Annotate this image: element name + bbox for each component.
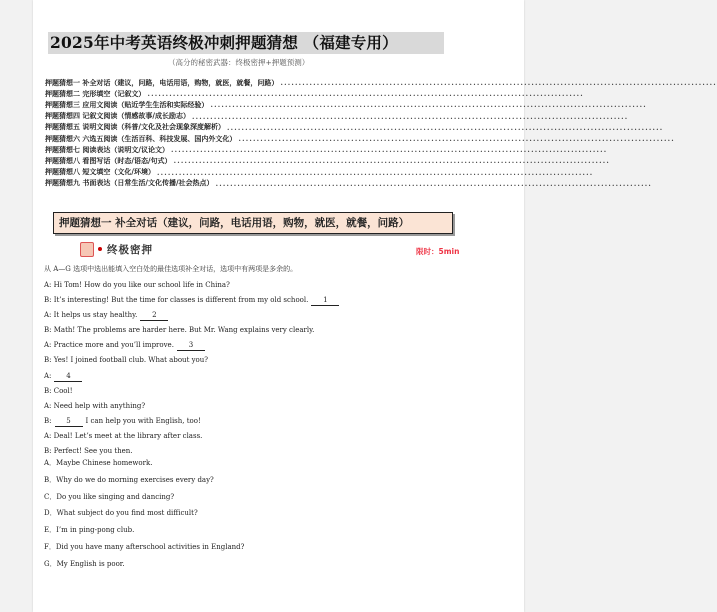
toc-leader-dots: ........................................................................................................................ xyxy=(157,167,594,177)
toc-entry-text: 押题猜想四 记叙文阅读（情感故事/成长励志） xyxy=(45,111,190,121)
toc-leader-dots: ........................................................................................................................ xyxy=(227,122,664,132)
dialogue-line xyxy=(44,416,454,431)
section-heading-box xyxy=(53,212,453,234)
toc-entry[interactable] xyxy=(45,144,608,155)
dialogue-text: B: Cool! xyxy=(44,386,73,395)
table-of-contents xyxy=(45,77,717,189)
toc-entry-text: 押题猜想七 阅读表达（说明文/议论文） xyxy=(45,144,169,154)
answer-blank[interactable]: 4 xyxy=(54,372,82,382)
toc-leader-dots: ........................................................................................................................ xyxy=(192,111,629,121)
dialogue-line xyxy=(44,401,454,416)
toc-leader-dots: ........................................................................................................................ xyxy=(215,178,653,188)
toc-leader-dots: ........................................................................................................................ xyxy=(210,100,647,110)
toc-entry-text: 押题猜想二 完形填空（记叙文） xyxy=(45,88,146,98)
toc-entry-text: 押题猜想六 六选五阅读（生活百科、科技发展、国内外文化） xyxy=(45,133,237,143)
answer-blank[interactable]: 5 xyxy=(55,417,83,427)
section-badge: 终极密押 xyxy=(107,244,153,256)
toc-entry-text: 押题猜想五 说明文阅读（科普/文化及社会现象深度解析） xyxy=(45,122,225,132)
dialogue xyxy=(44,280,454,461)
dialogue-text: A: Hi Tom! How do you like our school life in China? xyxy=(44,281,230,289)
dialogue-line xyxy=(44,371,454,386)
dialogue-text: A: Need help with anything? xyxy=(44,401,146,410)
toc-entry-text: 押题猜想九 书面表达（日常生活/文化传播/社会热点） xyxy=(45,178,214,188)
toc-entry[interactable] xyxy=(45,122,664,133)
dialogue-line xyxy=(44,431,454,446)
dialogue-line xyxy=(44,340,454,355)
answer-blank[interactable]: 1 xyxy=(311,296,339,306)
toc-entry[interactable] xyxy=(45,178,653,189)
option-item: E．I’m in ping-pong club. xyxy=(44,526,135,535)
option-item: B．Why do we do morning exercises every day? xyxy=(44,475,214,484)
option-item: A．Maybe Chinese homework. xyxy=(44,459,153,467)
toc-leader-dots: ........................................................................................................................ xyxy=(280,78,717,88)
instructions: 从 A—G 选项中选出能填入空白处的最佳选项补全对话，选项中有两项是多余的。 xyxy=(44,265,298,273)
section-heading: 押题猜想一 补全对话（建议，问路，电话用语，购物，就医，就餐，问路） xyxy=(59,217,410,229)
dialogue-text: A: Practice more and you’ll improve. xyxy=(44,341,174,350)
toc-entry[interactable] xyxy=(45,133,675,144)
bullet-icon xyxy=(98,247,102,251)
toc-entry[interactable] xyxy=(45,155,611,166)
answer-blank[interactable]: 2 xyxy=(140,311,168,321)
dialogue-line xyxy=(44,386,454,401)
dialogue-text: A: xyxy=(44,371,52,380)
toc-entry[interactable] xyxy=(45,111,629,122)
page-title: 2025年中考英语终极冲刺押题猜想 （福建专用） xyxy=(50,33,398,52)
dialogue-line xyxy=(44,325,454,340)
dialogue-text: A: It helps us stay healthy. xyxy=(44,311,138,320)
time-limit: 限时：5min xyxy=(416,247,460,256)
dialogue-text: B: It’s interesting! But the time for classes is different from my old school. xyxy=(44,296,309,305)
toc-entry-text: 押题猜想八 短文填空（文化/环境） xyxy=(45,167,155,177)
dialogue-line xyxy=(44,355,454,370)
option-item: C．Do you like singing and dancing? xyxy=(44,492,175,501)
option-item: G．My English is poor. xyxy=(44,559,125,568)
dialogue-line xyxy=(44,295,454,310)
dialogue-text: B: Perfect! See you then. xyxy=(44,447,133,456)
toc-leader-dots: ........................................................................................................................ xyxy=(147,89,584,99)
toc-entry[interactable] xyxy=(45,167,594,178)
toc-leader-dots: ........................................................................................................................ xyxy=(238,134,675,144)
toc-entry-text: 押题猜想一 补全对话（建议，问路，电话用语，购物，就医，就餐，问路） xyxy=(45,77,279,87)
toc-leader-dots: ........................................................................................................................ xyxy=(173,156,611,166)
option-item: F．Did you have many afterschool activities in England? xyxy=(44,542,245,551)
page-subtitle: （高分的秘密武器：终极密押+押题预测） xyxy=(168,58,310,67)
dialogue-text-after-blank: I can help you with English, too! xyxy=(85,416,201,425)
toc-entry[interactable] xyxy=(45,88,584,99)
options-list xyxy=(44,458,454,576)
toc-leader-dots: ........................................................................................................................ xyxy=(171,145,608,155)
dialogue-text: A: Deal! Let’s meet at the library after class. xyxy=(44,431,203,440)
dialogue-text: B: Math! The problems are harder here. But Mr. Wang explains very clearly. xyxy=(44,326,315,335)
toc-entry[interactable] xyxy=(45,99,647,110)
dialogue-line xyxy=(44,280,454,295)
dialogue-text: B: Yes! I joined football club. What about you? xyxy=(44,356,209,365)
toc-entry[interactable] xyxy=(45,77,717,88)
toc-entry-text: 押题猜想八 看图写话（时态/语态/句式） xyxy=(45,155,172,165)
toc-entry-text: 押题猜想三 应用文阅读（贴近学生生活和实际经验） xyxy=(45,99,209,109)
dialogue-text: B: xyxy=(44,416,52,425)
answer-blank[interactable]: 3 xyxy=(177,341,205,351)
notebook-icon xyxy=(80,242,94,257)
option-item: D．What subject do you find most difficult? xyxy=(44,509,198,518)
dialogue-line xyxy=(44,310,454,325)
